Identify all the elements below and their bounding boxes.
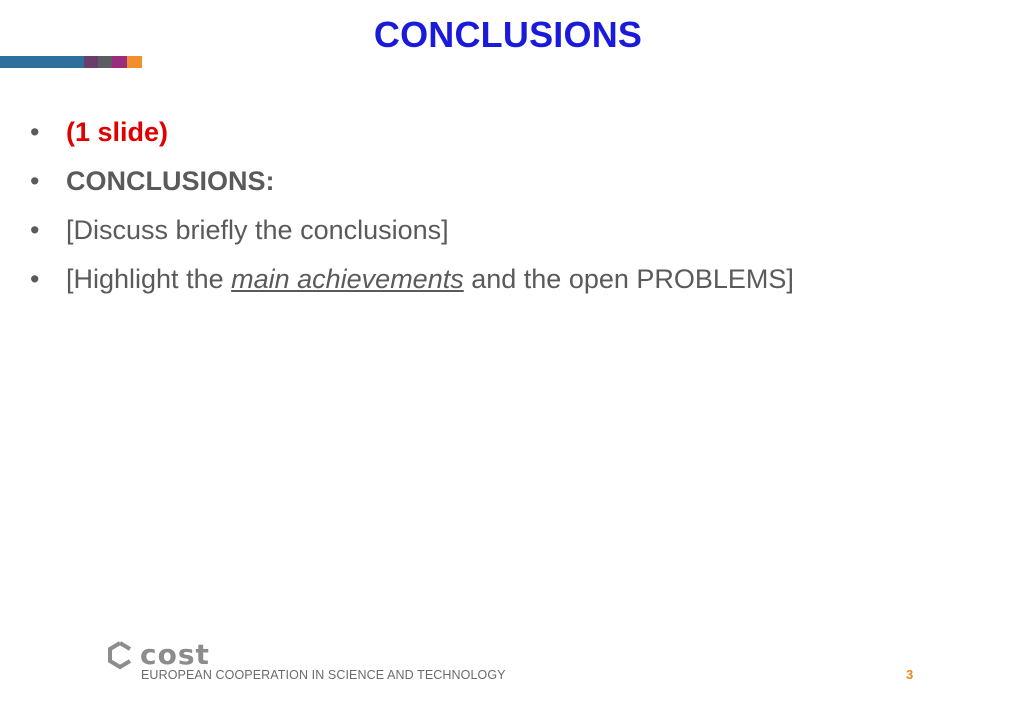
cost-logo-text: cost — [140, 640, 210, 670]
bullet-text: [Discuss briefly the conclusions] — [66, 215, 449, 245]
accent-bar-segment — [84, 56, 98, 68]
bullet-item — [26, 206, 794, 255]
accent-bar-segment — [98, 56, 112, 68]
bullet-list — [26, 108, 794, 304]
page-number: 3 — [906, 667, 914, 682]
accent-bar-segment — [0, 56, 84, 68]
bullet-text-pre: [Highlight the — [66, 264, 232, 294]
bullet-item — [26, 255, 794, 304]
bullet-dot: • — [30, 166, 40, 196]
cost-logo-mark-top — [120, 643, 130, 649]
bullet-dot: • — [30, 117, 40, 147]
bullet-dot: • — [30, 264, 40, 294]
accent-bar — [0, 56, 142, 68]
bullet-text: CONCLUSIONS: — [66, 166, 275, 196]
bullet-text-emphasis: main achievements — [231, 264, 464, 294]
bullet-item — [26, 108, 794, 157]
cost-logo — [106, 640, 238, 670]
bullet-text-post: and the open PROBLEMS] — [463, 264, 794, 294]
accent-bar-segment — [112, 56, 127, 68]
bullet-item — [26, 157, 794, 206]
accent-bar-segment — [127, 56, 142, 68]
slide-title: CONCLUSIONS — [373, 14, 643, 55]
bullet-dot: • — [30, 215, 40, 245]
bullet-text: (1 slide) — [66, 117, 169, 147]
footer-tagline: EUROPEAN COOPERATION IN SCIENCE AND TECHNOLOGY — [141, 668, 506, 682]
